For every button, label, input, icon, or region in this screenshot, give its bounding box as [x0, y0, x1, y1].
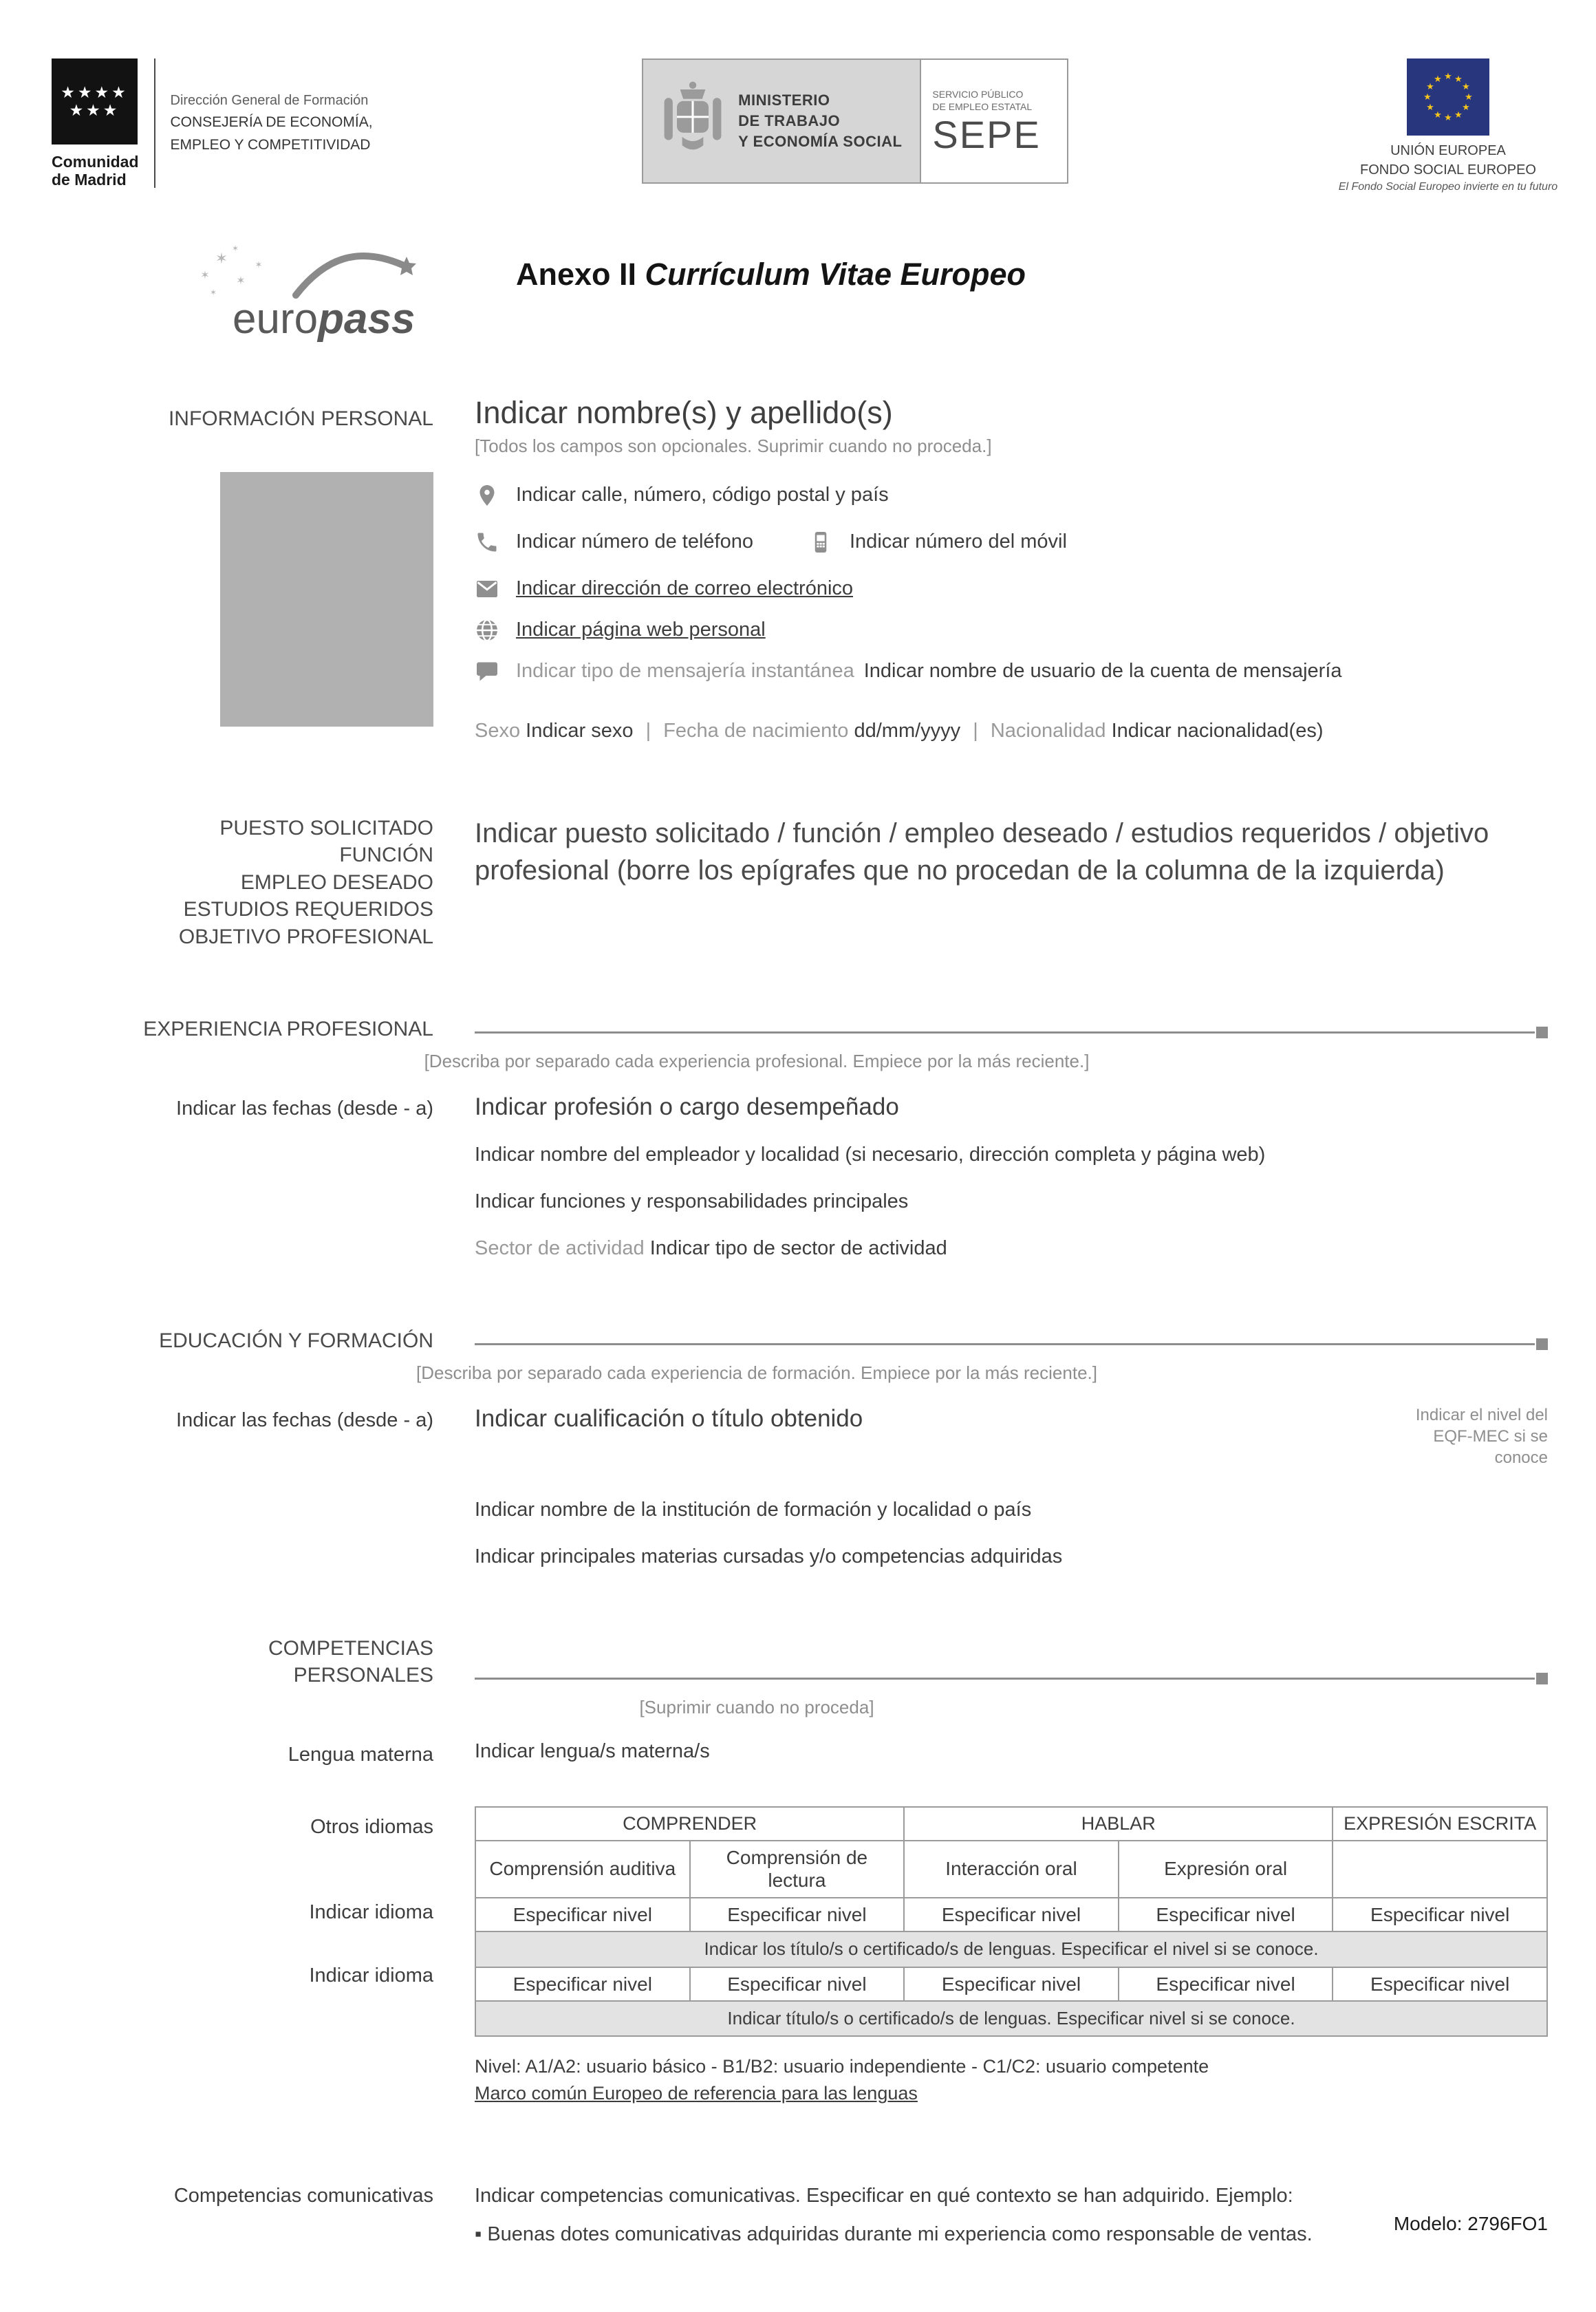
- education-dates-label: Indicar las fechas (desde - a): [176, 1409, 433, 1431]
- name-heading: Indicar nombre(s) y apellido(s): [475, 395, 893, 430]
- header-logos: [0, 0, 1596, 193]
- languages-table: [475, 1806, 1548, 2037]
- subheader-expresion-oral: Expresión oral: [1119, 1841, 1333, 1898]
- level-cell[interactable]: Especificar nivel: [904, 1898, 1119, 1932]
- madrid-department: [171, 58, 373, 188]
- svg-text:★: ★: [1462, 103, 1470, 113]
- location-pin-icon: [475, 483, 499, 508]
- experience-duties-placeholder: Indicar funciones y responsabilidades principales: [475, 1190, 909, 1213]
- nationality-label: Nacionalidad: [990, 719, 1106, 742]
- svg-text:★: ★: [1454, 110, 1463, 120]
- sepe-acronym: SEPE: [932, 113, 1041, 157]
- im-type-placeholder: Indicar tipo de mensajería instantánea: [516, 660, 854, 682]
- competences-section-label: [0, 1635, 433, 1689]
- subheader-interaccion-oral: Interacción oral: [904, 1841, 1119, 1898]
- birthdate-label: Fecha de nacimiento: [663, 719, 849, 742]
- europass-word-euro: euro: [233, 295, 319, 343]
- optional-fields-note: [Todos los campos son opcionales. Suprimir cuando no proceda.]: [475, 435, 992, 456]
- website-row: [475, 618, 1548, 643]
- experience-section-label: EXPERIENCIA PROFESIONAL: [143, 1018, 433, 1041]
- education-hint: [Describa por separado cada experiencia de formación. Empiece por la más reciente.]: [416, 1362, 1097, 1383]
- job-label-function: FUNCIÓN: [339, 844, 433, 867]
- table-group-header-row: [475, 1807, 1547, 1840]
- mother-tongue-row: [0, 1739, 1596, 1768]
- model-number: Modelo: 2796FO1: [1393, 2213, 1548, 2234]
- other-languages-label: Otros idiomas: [310, 1816, 433, 1839]
- level-cell[interactable]: Especificar nivel: [475, 1967, 690, 2002]
- header-hablar: HABLAR: [904, 1807, 1333, 1840]
- level-cell[interactable]: Especificar nivel: [1119, 1967, 1333, 2002]
- competences-section-row: [0, 1635, 1596, 1689]
- education-section-label: EDUCACIÓN Y FORMACIÓN: [159, 1329, 433, 1352]
- experience-section-rule: [475, 1027, 1548, 1038]
- header-comprender: COMPRENDER: [475, 1807, 904, 1840]
- madrid-dept-line2: CONSEJERÍA DE ECONOMÍA,: [170, 114, 373, 130]
- level-cell[interactable]: Especificar nivel: [1333, 1967, 1547, 2002]
- sepe-box: [920, 60, 1067, 182]
- rule-square: [1536, 1338, 1548, 1350]
- ministry-name-line1: MINISTERIO: [738, 92, 830, 109]
- title-row: [0, 236, 1596, 341]
- language-1-note-row: [475, 1931, 1547, 1967]
- svg-text:★: ★: [1454, 74, 1463, 85]
- madrid-flag-stars-row2: ★★★: [69, 101, 120, 119]
- cefr-levels-note: Nivel: A1/A2: usuario básico - B1/B2: usuario independiente - C1/C2: usuario competente: [475, 2056, 1209, 2077]
- table-subheader-row: [475, 1841, 1547, 1898]
- svg-text:✶: ✶: [255, 260, 263, 270]
- svg-text:✶: ✶: [236, 274, 246, 287]
- level-cell[interactable]: Especificar nivel: [690, 1898, 905, 1932]
- phone-row: [475, 530, 1548, 555]
- phone-placeholder: Indicar número de teléfono: [516, 531, 753, 553]
- madrid-org-line1: Comunidad: [52, 153, 139, 171]
- madrid-org-line2: de Madrid: [52, 171, 127, 189]
- mother-tongue-label: Lengua materna: [288, 1744, 433, 1766]
- eu-flag-icon: [1407, 58, 1489, 136]
- sepe-small-line2: DE EMPLEO ESTATAL: [932, 101, 1033, 112]
- subjects-placeholder: Indicar principales materias cursadas y/o competencias adquiridas: [475, 1545, 1063, 1567]
- page-title-italic: Currículum Vitae Europeo: [645, 257, 1026, 292]
- spain-coat-of-arms-icon: [661, 77, 724, 165]
- email-link[interactable]: Indicar dirección de correo electrónico: [516, 577, 854, 599]
- subheader-empty: [1333, 1841, 1547, 1898]
- level-cell[interactable]: Especificar nivel: [1119, 1898, 1333, 1932]
- mobile-placeholder: Indicar número del móvil: [850, 531, 1067, 553]
- address-placeholder: Indicar calle, número, código postal y país: [516, 484, 889, 506]
- job-label-position: PUESTO SOLICITADO: [219, 816, 433, 839]
- ministry-name-line3: Y ECONOMÍA SOCIAL: [738, 132, 903, 150]
- other-languages-row: [0, 1806, 1596, 2104]
- im-user-placeholder: Indicar nombre de usuario de la cuenta de mensajería: [863, 660, 1342, 682]
- cefr-framework-link[interactable]: Marco común Europeo de referencia para las lenguas: [475, 2083, 918, 2104]
- email-row: [475, 577, 1548, 601]
- level-cell[interactable]: Especificar nivel: [904, 1967, 1119, 2002]
- communication-placeholder: Indicar competencias comunicativas. Especificar en qué contexto se han adquirido. Ejemplo:: [475, 2185, 1293, 2207]
- sex-label: Sexo: [475, 719, 521, 742]
- level-cell[interactable]: Especificar nivel: [690, 1967, 905, 2002]
- eu-line1: UNIÓN EUROPEA: [1390, 143, 1506, 158]
- contact-block: [475, 483, 1548, 684]
- europass-figure-icon: [193, 236, 433, 299]
- mobile-phone-icon: [808, 530, 833, 555]
- page-title: [516, 257, 1548, 292]
- eqf-level-note: Indicar el nivel del EQF-MEC si se conoce: [1415, 1405, 1548, 1467]
- language-2-label: Indicar idioma: [309, 1965, 433, 1987]
- phone-icon: [475, 530, 499, 555]
- mother-tongue-placeholder: Indicar lengua/s materna/s: [475, 1740, 710, 1763]
- education-entry-row: [0, 1404, 1596, 1570]
- level-cell[interactable]: Especificar nivel: [475, 1898, 690, 1932]
- madrid-logo-left: [52, 58, 139, 189]
- job-label-studies: ESTUDIOS REQUERIDOS: [183, 898, 433, 921]
- eu-tagline: El Fondo Social Europeo invierte en tu futuro: [1338, 181, 1558, 193]
- birthdate-value: dd/mm/yyyy: [854, 719, 961, 742]
- svg-text:★: ★: [1423, 92, 1432, 103]
- svg-text:★: ★: [1434, 110, 1442, 120]
- svg-text:★: ★: [1434, 74, 1442, 85]
- language-2-certificates-note: Indicar título/s o certificado/s de lenguas. Especificar nivel si se conoce.: [475, 2001, 1547, 2036]
- ministry-name: [738, 90, 902, 151]
- rule-line: [475, 1031, 1535, 1034]
- address-row: [475, 483, 1548, 508]
- language-2-levels-row: [475, 1967, 1547, 2002]
- sex-birth-nationality-line: [475, 720, 1548, 742]
- madrid-dept-line1: Dirección General de Formación: [170, 92, 369, 108]
- madrid-divider: [154, 58, 155, 188]
- svg-text:★: ★: [1444, 113, 1452, 123]
- communication-skills-label: Competencias comunicativas: [173, 2185, 433, 2207]
- education-section-row: [0, 1327, 1596, 1354]
- subheader-comprension-lectura: Comprensión de lectura: [690, 1841, 905, 1898]
- eu-line2: FONDO SOCIAL EUROPEO: [1360, 162, 1536, 178]
- rule-square: [1536, 1673, 1548, 1684]
- sector-value: Indicar tipo de sector de actividad: [649, 1237, 947, 1259]
- europass-word-pass: pass: [318, 295, 416, 343]
- job-label-objective: OBJETIVO PROFESIONAL: [178, 925, 433, 948]
- experience-entry-row: [0, 1093, 1596, 1261]
- institution-placeholder: Indicar nombre de la institución de formación y localidad o país: [475, 1499, 1032, 1521]
- website-globe-icon: [475, 618, 499, 643]
- separator: |: [645, 719, 651, 742]
- header-expresion-escrita: EXPRESIÓN ESCRITA: [1333, 1807, 1547, 1840]
- sepe-small-line1: SERVICIO PÚBLICO: [932, 88, 1024, 100]
- svg-text:✶: ✶: [231, 244, 239, 253]
- madrid-flag-icon: [52, 58, 138, 144]
- svg-text:★: ★: [1462, 82, 1470, 92]
- madrid-org-name: [52, 153, 139, 189]
- rule-line: [475, 1678, 1535, 1680]
- europass-logo: [193, 236, 433, 341]
- language-1-label: Indicar idioma: [309, 1901, 433, 1924]
- rule-line: [475, 1343, 1535, 1345]
- cv-body: [0, 396, 1596, 2248]
- job-placeholder-text: Indicar puesto solicitado / función / empleo deseado / estudios requeridos / objetivo profesional (borre los epígrafes que no procedan de la columna de la izquierda): [475, 817, 1489, 886]
- experience-section-row: [0, 1016, 1596, 1042]
- photo-placeholder: [220, 472, 433, 727]
- ministry-main: [643, 60, 920, 182]
- qualification-placeholder: Indicar cualificación o título obtenido: [475, 1404, 863, 1432]
- separator: |: [973, 719, 978, 742]
- svg-text:✶: ✶: [215, 250, 228, 268]
- rule-square: [1536, 1027, 1548, 1038]
- personal-info-row: [0, 396, 1596, 742]
- education-section-rule: [475, 1338, 1548, 1350]
- madrid-flag-stars-row1: ★★★★: [61, 83, 129, 101]
- svg-text:★: ★: [1465, 92, 1473, 103]
- competences-hint: [Suprimir cuando no proceda]: [639, 1697, 874, 1718]
- job-applied-row: [0, 815, 1596, 951]
- experience-hint: [Describa por separado cada experiencia profesional. Empiece por la más reciente.]: [424, 1051, 1090, 1072]
- experience-sector-line: [475, 1236, 1548, 1262]
- email-icon: [475, 577, 499, 601]
- job-label-desired: EMPLEO DESEADO: [240, 870, 433, 894]
- qualification-row: [475, 1404, 1548, 1469]
- sector-label: Sector de actividad: [475, 1237, 645, 1259]
- nationality-value: Indicar nacionalidad(es): [1111, 719, 1324, 742]
- competences-label-line1: COMPETENCIAS: [268, 1637, 433, 1660]
- subheader-comprension-auditiva: Comprensión auditiva: [475, 1841, 690, 1898]
- sex-value: Indicar sexo: [526, 719, 634, 742]
- communication-skills-row: [0, 2183, 1596, 2247]
- experience-dates-label: Indicar las fechas (desde - a): [176, 1098, 433, 1120]
- svg-text:★: ★: [1444, 72, 1452, 82]
- chat-bubble-icon: [475, 659, 499, 684]
- madrid-logo-block: [52, 58, 373, 189]
- competences-label-line2: PERSONALES: [293, 1664, 433, 1687]
- svg-text:★: ★: [1426, 82, 1434, 92]
- messaging-row: [475, 659, 1548, 684]
- level-cell[interactable]: Especificar nivel: [1333, 1898, 1547, 1932]
- svg-text:★: ★: [1426, 103, 1434, 113]
- job-labels: [0, 815, 433, 951]
- page-title-prefix: Anexo II: [516, 257, 645, 292]
- svg-text:✶: ✶: [200, 268, 210, 281]
- communication-example-bullet: ▪ Buenas dotes comunicativas adquiridas durante mi experiencia como responsable de ventas.: [475, 2223, 1313, 2245]
- eu-logo-block: [1338, 58, 1558, 193]
- ministry-logo-block: [642, 58, 1068, 184]
- website-link[interactable]: Indicar página web personal: [516, 619, 766, 641]
- mobile-group: [808, 530, 1067, 555]
- language-1-certificates-note: Indicar los título/s o certificado/s de lenguas. Especificar el nivel si se conoce.: [475, 1931, 1547, 1967]
- svg-text:✶: ✶: [209, 288, 217, 297]
- ministry-name-line2: DE TRABAJO: [738, 112, 841, 130]
- personal-info-label: INFORMACIÓN PERSONAL: [168, 407, 433, 430]
- language-2-note-row: [475, 2001, 1547, 2036]
- language-1-levels-row: [475, 1898, 1547, 1932]
- experience-employer-placeholder: Indicar nombre del empleador y localidad (si necesario, dirección completa y página web): [475, 1144, 1266, 1166]
- europass-wordmark: [233, 295, 416, 343]
- competences-section-rule: [475, 1673, 1548, 1684]
- experience-position-placeholder: Indicar profesión o cargo desempeñado: [475, 1093, 899, 1121]
- madrid-dept-line3: EMPLEO Y COMPETITIVIDAD: [170, 136, 371, 153]
